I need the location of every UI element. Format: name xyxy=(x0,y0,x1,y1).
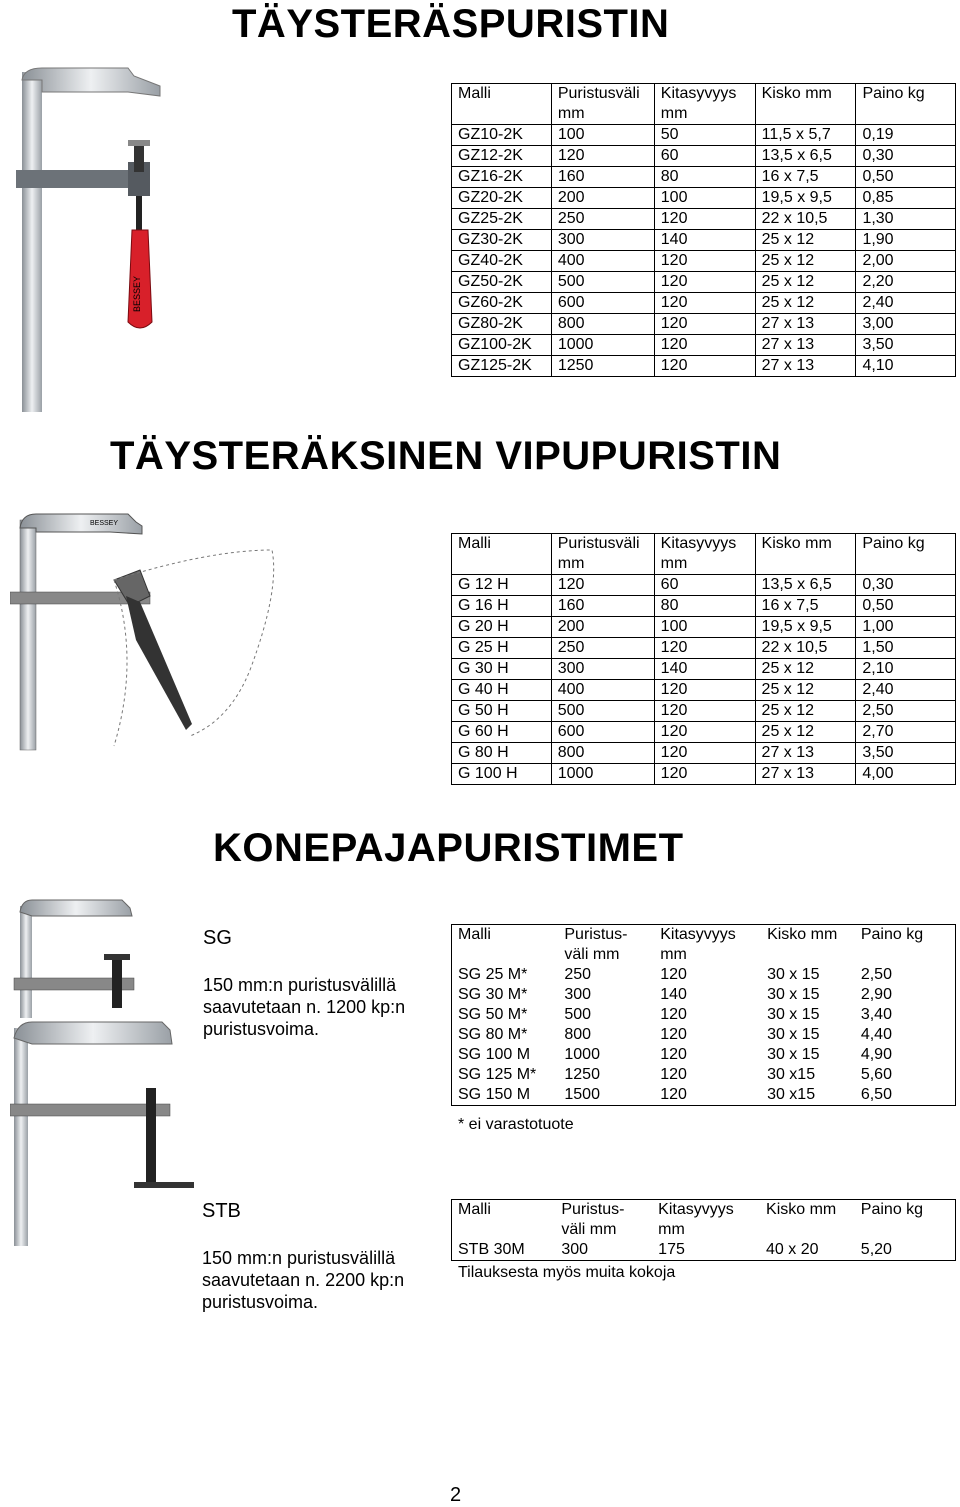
table-cell: 3,50 xyxy=(856,743,956,764)
table-cell: 40 x 20 xyxy=(766,1241,819,1258)
table-cell: 120 xyxy=(660,966,687,983)
table-cell: 200 xyxy=(551,617,654,638)
table-header-cell: Kitasyvyys mm xyxy=(654,534,755,575)
table-cell: 5,20 xyxy=(860,1241,892,1258)
table-cell: 25 x 12 xyxy=(755,659,856,680)
table-cell: 250 xyxy=(564,966,592,983)
table-row xyxy=(452,1005,956,1025)
table-cell: 600 xyxy=(551,293,654,314)
table-row xyxy=(452,985,956,1005)
table-cell: 175 xyxy=(658,1241,685,1258)
table-cell: 5,60 xyxy=(860,1066,892,1083)
lever-clamp-image xyxy=(10,510,280,760)
table-header-cell: Paino kg xyxy=(860,1201,924,1218)
table-cell: GZ25-2K xyxy=(452,209,552,230)
table-cell: GZ12-2K xyxy=(452,146,552,167)
table-cell: 120 xyxy=(654,293,755,314)
table-cell: 120 xyxy=(660,1046,687,1063)
table-header-cell: Kitasyvyys mm xyxy=(658,1201,734,1238)
table-header-cell: Paino kg xyxy=(856,84,956,125)
table-cell: G 25 H xyxy=(452,638,552,659)
table-cell: 250 xyxy=(551,209,654,230)
table-cell: 160 xyxy=(551,167,654,188)
table-cell: 22 x 10,5 xyxy=(755,638,856,659)
table-cell: 120 xyxy=(654,335,755,356)
table-row xyxy=(452,617,956,638)
table-cell: 500 xyxy=(551,701,654,722)
table-cell: G 16 H xyxy=(452,596,552,617)
table-cell: 4,10 xyxy=(856,356,956,377)
table-cell: 25 x 12 xyxy=(755,293,856,314)
table-cell: 25 x 12 xyxy=(755,272,856,293)
spec-table-gh xyxy=(451,533,956,785)
table-cell: 120 xyxy=(654,272,755,293)
table-row xyxy=(452,167,956,188)
table-cell: 0,19 xyxy=(856,125,956,146)
table-cell: 1500 xyxy=(564,1086,600,1103)
table-cell: SG 125 M* xyxy=(458,1066,537,1083)
table-cell: 120 xyxy=(654,722,755,743)
table-cell: 250 xyxy=(551,638,654,659)
table-row xyxy=(452,1045,956,1065)
table-cell: 300 xyxy=(551,659,654,680)
table-cell: GZ80-2K xyxy=(452,314,552,335)
table-cell: G 30 H xyxy=(452,659,552,680)
table-cell: 300 xyxy=(564,986,592,1003)
table-cell: 2,40 xyxy=(856,293,956,314)
table-cell: G 40 H xyxy=(452,680,552,701)
table-cell: 800 xyxy=(551,314,654,335)
table-cell: 120 xyxy=(654,356,755,377)
table-header-cell: Puristus-väli mm xyxy=(561,1201,625,1238)
table-cell: 80 xyxy=(654,167,755,188)
table-cell: 120 xyxy=(660,1086,687,1103)
table-cell: 80 xyxy=(654,596,755,617)
table-header-cell: Puristusväli mm xyxy=(551,534,654,575)
table-cell: G 12 H xyxy=(452,575,552,596)
table-cell: 120 xyxy=(654,743,755,764)
table-header-cell: Puristusväli mm xyxy=(551,84,654,125)
table-header-cell: Kitasyvyys mm xyxy=(654,84,755,125)
table-cell: 50 xyxy=(654,125,755,146)
table-header-cell: Kitasyvyys mm xyxy=(660,926,736,963)
table-cell: 120 xyxy=(654,314,755,335)
table-row xyxy=(452,1240,956,1261)
section-title-konepajapuristimet: KONEPAJAPURISTIMET xyxy=(213,826,684,870)
table-cell: 120 xyxy=(654,680,755,701)
table-cell: 2,50 xyxy=(860,966,892,983)
table-row xyxy=(452,125,956,146)
table-cell: 1000 xyxy=(551,335,654,356)
table-cell: 100 xyxy=(551,125,654,146)
table-cell: SG 50 M* xyxy=(458,1006,528,1023)
table-cell: 3,00 xyxy=(856,314,956,335)
table-cell: 2,20 xyxy=(856,272,956,293)
table-row xyxy=(452,659,956,680)
table-row xyxy=(452,596,956,617)
table-cell: 2,90 xyxy=(860,986,892,1003)
table-row xyxy=(452,701,956,722)
table-header-cell: Malli xyxy=(452,84,552,125)
table-cell: 25 x 12 xyxy=(755,230,856,251)
table-cell: 22 x 10,5 xyxy=(755,209,856,230)
table-row xyxy=(452,680,956,701)
clamp-text: BESSEY xyxy=(90,520,119,527)
table-cell: GZ20-2K xyxy=(452,188,552,209)
table-cell: G 60 H xyxy=(452,722,552,743)
table-cell: 27 x 13 xyxy=(755,314,856,335)
stb-description: 150 mm:n puristusvälillä saavutetaan n. 2200 kp:n puristusvoima. xyxy=(202,1248,405,1312)
table-cell: GZ16-2K xyxy=(452,167,552,188)
table-cell: SG 100 M xyxy=(458,1046,531,1063)
table-cell: SG 80 M* xyxy=(458,1026,528,1043)
table-cell: 120 xyxy=(654,701,755,722)
table-cell: GZ60-2K xyxy=(452,293,552,314)
table-header-cell: Malli xyxy=(452,534,552,575)
table-cell: 140 xyxy=(660,986,687,1003)
table-cell: 300 xyxy=(551,230,654,251)
table-cell: 140 xyxy=(654,659,755,680)
table-cell: 16 x 7,5 xyxy=(755,167,856,188)
table-cell: 140 xyxy=(654,230,755,251)
table-row xyxy=(452,1065,956,1085)
table-cell: 2,40 xyxy=(856,680,956,701)
table-row xyxy=(452,314,956,335)
table-header-cell: Kisko mm xyxy=(766,1201,837,1218)
table-cell: 160 xyxy=(551,596,654,617)
table-cell: 1,00 xyxy=(856,617,956,638)
table-row xyxy=(452,743,956,764)
table-cell: 120 xyxy=(551,575,654,596)
table-cell: 30 x 15 xyxy=(767,986,820,1003)
table-cell: G 80 H xyxy=(452,743,552,764)
table-header-row xyxy=(452,534,956,575)
table-cell: 4,90 xyxy=(860,1046,892,1063)
table-cell: 60 xyxy=(654,575,755,596)
table-cell: 0,50 xyxy=(856,596,956,617)
table-row xyxy=(452,251,956,272)
table-cell: SG 30 M* xyxy=(458,986,528,1003)
table-row xyxy=(452,146,956,167)
table-row xyxy=(452,188,956,209)
stb-footnote: Tilauksesta myös muita kokoja xyxy=(458,1264,676,1281)
table-cell: 1000 xyxy=(564,1046,600,1063)
table-cell: 2,00 xyxy=(856,251,956,272)
table-row xyxy=(452,209,956,230)
table-cell: 1,90 xyxy=(856,230,956,251)
table-cell: 120 xyxy=(551,146,654,167)
table-header-row xyxy=(452,925,956,966)
table-cell: 19,5 x 9,5 xyxy=(755,188,856,209)
stb-heading: STB xyxy=(202,1200,241,1222)
table-cell: GZ125-2K xyxy=(452,356,552,377)
table-cell: SG 150 M xyxy=(458,1086,531,1103)
table-cell: 1,50 xyxy=(856,638,956,659)
table-cell: 30 x15 xyxy=(767,1086,816,1103)
page-number: 2 xyxy=(450,1484,462,1506)
table-cell: 16 x 7,5 xyxy=(755,596,856,617)
table-cell: 19,5 x 9,5 xyxy=(755,617,856,638)
table-cell: 120 xyxy=(654,638,755,659)
table-cell: 1,30 xyxy=(856,209,956,230)
table-header-row xyxy=(452,84,956,125)
table-cell: 300 xyxy=(561,1241,589,1258)
table-header-cell: Kisko mm xyxy=(755,84,856,125)
table-cell: 400 xyxy=(551,251,654,272)
sg-heading: SG xyxy=(203,927,232,949)
clamp-image-gz xyxy=(10,62,210,412)
section-title-taysteraspuristin: TÄYSTERÄSPURISTIN xyxy=(232,2,670,46)
table-cell: 27 x 13 xyxy=(755,335,856,356)
table-cell: 1250 xyxy=(564,1066,600,1083)
table-cell: 600 xyxy=(551,722,654,743)
table-cell: 60 xyxy=(654,146,755,167)
table-cell: G 20 H xyxy=(452,617,552,638)
table-row xyxy=(452,965,956,985)
table-cell: 30 x 15 xyxy=(767,966,820,983)
table-cell: 25 x 12 xyxy=(755,722,856,743)
table-header-cell: Paino kg xyxy=(860,926,924,943)
spec-table-gz xyxy=(451,83,956,377)
table-cell: 1000 xyxy=(551,764,654,785)
table-cell: 6,50 xyxy=(860,1086,892,1103)
table-cell: 800 xyxy=(564,1026,592,1043)
sg-description: 150 mm:n puristusvälillä saavutetaan n. 1200 kp:n puristusvoima. xyxy=(203,975,406,1039)
sg-clamp-images xyxy=(10,898,210,1248)
table-cell: 30 x15 xyxy=(767,1066,816,1083)
table-row xyxy=(452,764,956,785)
table-cell: 0,50 xyxy=(856,167,956,188)
table-cell: 120 xyxy=(654,209,755,230)
table-row xyxy=(452,1025,956,1045)
table-cell: 25 x 12 xyxy=(755,251,856,272)
table-cell: GZ50-2K xyxy=(452,272,552,293)
section-title-vipupuristin: TÄYSTERÄKSINEN VIPUPURISTIN xyxy=(110,434,782,478)
table-cell: 4,40 xyxy=(860,1026,892,1043)
table-cell: 30 x 15 xyxy=(767,1006,820,1023)
table-cell: 120 xyxy=(654,764,755,785)
table-cell: 120 xyxy=(654,251,755,272)
table-cell: 0,85 xyxy=(856,188,956,209)
table-cell: GZ10-2K xyxy=(452,125,552,146)
table-cell: 30 x 15 xyxy=(767,1046,820,1063)
table-cell: STB 30M xyxy=(458,1241,525,1258)
table-cell: 4,00 xyxy=(856,764,956,785)
table-cell: 400 xyxy=(551,680,654,701)
table-cell: 25 x 12 xyxy=(755,680,856,701)
spec-table-sg xyxy=(451,924,956,1106)
table-cell: 11,5 x 5,7 xyxy=(755,125,856,146)
table-row xyxy=(452,1085,956,1106)
table-cell: 13,5 x 6,5 xyxy=(755,146,856,167)
table-cell: 27 x 13 xyxy=(755,356,856,377)
table-cell: GZ40-2K xyxy=(452,251,552,272)
table-header-cell: Paino kg xyxy=(856,534,956,575)
table-cell: 3,50 xyxy=(856,335,956,356)
table-cell: 0,30 xyxy=(856,146,956,167)
table-row xyxy=(452,575,956,596)
table-row xyxy=(452,335,956,356)
table-cell: 500 xyxy=(564,1006,592,1023)
table-row xyxy=(452,272,956,293)
table-row xyxy=(452,356,956,377)
table-cell: 30 x 15 xyxy=(767,1026,820,1043)
table-cell: 200 xyxy=(551,188,654,209)
table-cell: 500 xyxy=(551,272,654,293)
table-cell: GZ30-2K xyxy=(452,230,552,251)
table-cell: 13,5 x 6,5 xyxy=(755,575,856,596)
table-cell: 100 xyxy=(654,188,755,209)
table-row xyxy=(452,293,956,314)
table-cell: 120 xyxy=(660,1026,687,1043)
table-cell: 800 xyxy=(551,743,654,764)
table-header-cell: Malli xyxy=(458,1201,491,1218)
table-cell: 120 xyxy=(660,1066,687,1083)
table-header-cell: Puristus-väli mm xyxy=(564,926,628,963)
table-cell: 100 xyxy=(654,617,755,638)
table-cell: 2,50 xyxy=(856,701,956,722)
table-cell: 3,40 xyxy=(860,1006,892,1023)
table-row xyxy=(452,722,956,743)
table-cell: 27 x 13 xyxy=(755,743,856,764)
table-cell: 0,30 xyxy=(856,575,956,596)
table-cell: 2,70 xyxy=(856,722,956,743)
spec-table-stb xyxy=(451,1199,956,1261)
table-cell: 27 x 13 xyxy=(755,764,856,785)
table-cell: SG 25 M* xyxy=(458,966,528,983)
table-header-row xyxy=(452,1200,956,1241)
table-cell: G 100 H xyxy=(452,764,552,785)
table-header-cell: Kisko mm xyxy=(755,534,856,575)
table-header-cell: Malli xyxy=(458,926,491,943)
sg-footnote: * ei varastotuote xyxy=(458,1116,574,1133)
table-cell: G 50 H xyxy=(452,701,552,722)
table-cell: GZ100-2K xyxy=(452,335,552,356)
table-cell: 2,10 xyxy=(856,659,956,680)
table-cell: 120 xyxy=(660,1006,687,1023)
table-row xyxy=(452,638,956,659)
handle-text: BESSEY xyxy=(132,275,142,312)
table-row xyxy=(452,230,956,251)
table-cell: 25 x 12 xyxy=(755,701,856,722)
table-header-cell: Kisko mm xyxy=(767,926,838,943)
table-cell: 1250 xyxy=(551,356,654,377)
